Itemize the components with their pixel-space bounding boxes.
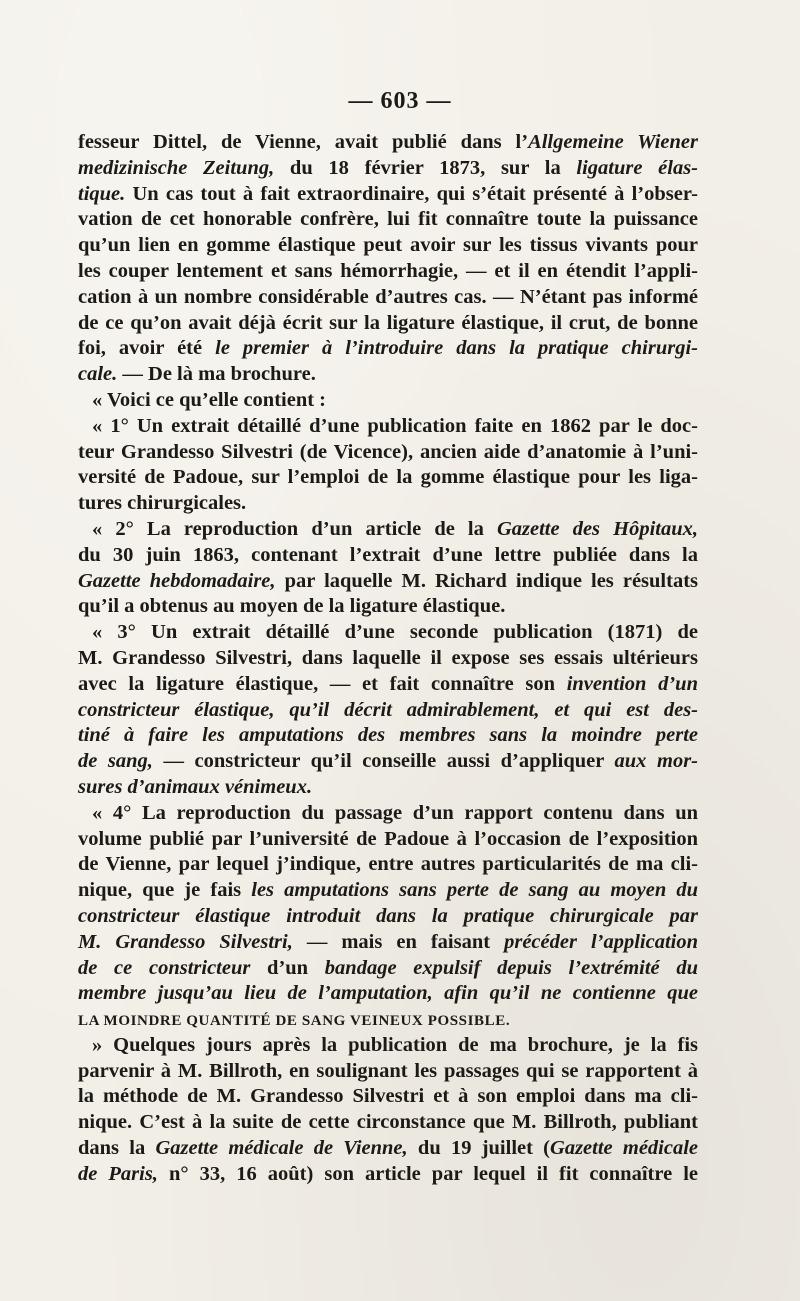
italic-run: de Paris,	[78, 1162, 158, 1185]
text-run: volume publié par l’université de Padoue à l’occasion de l’exposition	[78, 827, 698, 850]
text-line	[78, 207, 698, 233]
small-caps-run: LA MOINDRE QUANTITÉ DE SANG VEINEUX POSSIBLE.	[78, 1013, 511, 1030]
text-run: M. Grandesso Silvestri, dans laquelle il expose ses essais ultérieurs	[78, 646, 698, 669]
italic-run: sures d’animaux vénimeux.	[78, 775, 313, 798]
text-line	[78, 749, 698, 775]
italic-run: Allgemeine Wiener	[528, 131, 698, 153]
italic-run: invention d’un	[566, 672, 698, 695]
italic-run: ligature élas-	[576, 156, 699, 179]
italic-run: membre jusqu’au lieu de l’amputation, afin qu’il ne contienne que	[78, 982, 698, 1005]
text-line	[78, 594, 698, 620]
text-line	[78, 362, 698, 388]
text-run: « 2° La reproduction d’un article de la	[92, 517, 497, 540]
italic-run: précéder l’application	[504, 930, 699, 953]
italic-run: Gazette hebdomadaire,	[78, 569, 276, 592]
text-line	[78, 723, 698, 749]
italic-run: le premier à l’introduire dans la pratique chirurgi-	[215, 337, 698, 360]
text-line	[78, 672, 698, 698]
text-run: foi, avoir été	[78, 337, 216, 360]
text-run: vation de cet honorable confrère, lui fit connaître toute la puissance	[78, 208, 698, 231]
text-line	[78, 156, 698, 182]
text-run: du 18 février 1873, sur la	[274, 156, 577, 179]
text-line	[78, 259, 698, 285]
text-line	[78, 311, 698, 337]
text-run: nique. C’est à la suite de cette circonstance que M. Billroth, publiant	[78, 1111, 698, 1134]
text-run: de Vienne, par lequel j’indique, entre autres particularités de ma cli-	[78, 853, 698, 876]
text-run: d’un	[250, 956, 325, 979]
text-line	[78, 440, 698, 466]
text-run: versité de Padoue, sur l’emploi de la gomme élastique pour les liga-	[78, 466, 698, 489]
italic-run: aux mor-	[614, 750, 698, 773]
text-line	[78, 852, 698, 878]
text-run: — mais en faisant	[292, 930, 505, 953]
text-line	[78, 956, 698, 982]
text-line	[78, 878, 698, 904]
text-line	[78, 465, 698, 491]
text-line	[78, 569, 698, 595]
italic-run: constricteur élastique introduit dans la pratique chirurgicale par	[78, 904, 698, 927]
text-line	[78, 1162, 698, 1188]
text-line	[78, 904, 698, 930]
italic-run: constricteur élastique, qu’il décrit admirablement, et qui est des-	[78, 698, 698, 721]
text-run: qu’il a obtenus au moyen de la ligature élastique.	[78, 595, 506, 618]
text-line	[78, 517, 698, 543]
text-run: les couper lentement et sans hémorrhagie, — et il en étendit l’appli-	[78, 259, 698, 282]
text-line	[78, 1136, 698, 1162]
text-line	[78, 775, 698, 801]
text-run: — De là ma brochure.	[117, 363, 316, 386]
text-run: avec la ligature élastique, — et fait connaître son	[78, 672, 567, 695]
text-run: » Quelques jours après la publication de ma brochure, je la fis	[92, 1033, 698, 1056]
text-line	[78, 698, 698, 724]
text-run: tures chirurgicales.	[78, 492, 247, 515]
italic-run: de ce constricteur	[78, 956, 251, 979]
text-run: parvenir à M. Billroth, en soulignant les passages qui se rapportent à	[78, 1059, 698, 1082]
text-line	[78, 543, 698, 569]
text-line	[78, 930, 698, 956]
text-run: du 30 juin 1863, contenant l’extrait d’une lettre publiée dans la	[78, 543, 698, 566]
text-line	[78, 130, 698, 156]
text-run: nique, que je fais	[78, 879, 252, 902]
text-run: « 4° La reproduction du passage d’un rapport contenu dans un	[92, 801, 698, 824]
text-run: n° 33, 16 août) son article par lequel il fit connaître le	[157, 1162, 698, 1185]
text-run: par laquelle M. Richard indique les résultats	[275, 569, 698, 592]
text-run: Un cas tout à fait extraordinaire, qui s’était présenté à l’obser-	[125, 182, 698, 205]
text-line	[78, 414, 698, 440]
text-line	[78, 388, 698, 414]
italic-run: les amputations sans perte de sang au moyen du	[251, 879, 699, 902]
text-line	[78, 233, 698, 259]
text-run: du 19 juillet (	[407, 1137, 551, 1160]
italic-run: de sang,	[78, 750, 153, 773]
italic-run: tiné à faire les amputations des membres sans la moindre perte	[78, 724, 698, 747]
text-line	[78, 285, 698, 311]
text-run: fesseur Dittel, de Vienne, avait publié dans l’	[78, 131, 529, 153]
page-number: — 603 —	[348, 88, 452, 114]
italic-run: M. Grandesso Silvestri,	[78, 930, 293, 953]
text-run: teur Grandesso Silvestri (de Vicence), ancien aide d’anatomie à l’uni-	[78, 440, 698, 463]
text-line	[78, 801, 698, 827]
text-line	[78, 620, 698, 646]
text-line	[78, 1110, 698, 1136]
text-run: « Voici ce qu’elle contient :	[92, 388, 327, 411]
text-line	[78, 182, 698, 208]
text-line	[78, 1007, 698, 1033]
text-run: de ce qu’on avait déjà écrit sur la ligature élastique, il crut, de bonne	[78, 311, 698, 334]
page-body-text	[78, 130, 698, 1188]
italic-run: cale.	[78, 363, 118, 386]
text-run: « 3° Un extrait détaillé d’une seconde publication (1871) de	[92, 621, 698, 644]
text-run: la méthode de M. Grandesso Silvestri et à son emploi dans ma cli-	[78, 1085, 698, 1108]
text-line	[78, 491, 698, 517]
text-run: qu’un lien en gomme élastique peut avoir sur les tissus vivants pour	[78, 234, 698, 257]
text-line	[78, 1084, 698, 1110]
text-line	[78, 646, 698, 672]
italic-run: Gazette médicale	[550, 1137, 699, 1160]
text-line	[78, 827, 698, 853]
text-run: dans la	[78, 1137, 156, 1160]
italic-run: medizinische Zeitung,	[78, 156, 275, 179]
text-run: « 1° Un extrait détaillé d’une publication faite en 1862 par le doc-	[92, 414, 698, 437]
text-line	[78, 1033, 698, 1059]
italic-run: Gazette des Hôpitaux,	[496, 517, 698, 540]
text-line	[78, 336, 698, 362]
text-run: — constricteur qu’il conseille aussi d’appliquer	[152, 750, 615, 773]
italic-run: tique.	[78, 182, 126, 205]
italic-run: Gazette médicale de Vienne,	[155, 1137, 408, 1160]
text-line	[78, 1059, 698, 1085]
text-line	[78, 981, 698, 1007]
italic-run: bandage expulsif depuis l’extrémité du	[324, 956, 698, 979]
text-run: cation à un nombre considérable d’autres cas. — N’étant pas informé	[78, 285, 698, 308]
